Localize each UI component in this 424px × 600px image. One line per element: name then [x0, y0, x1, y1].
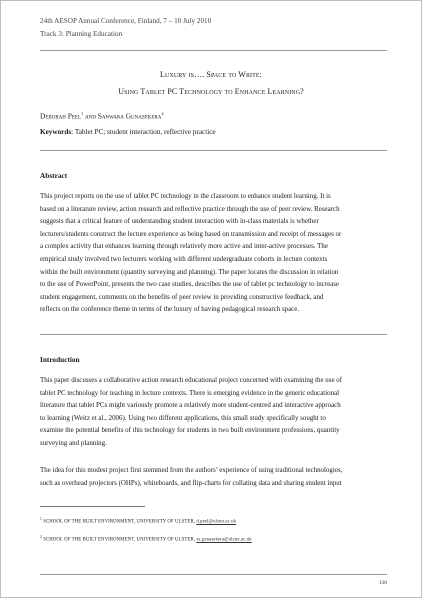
abstract-line: based on a literature review, action research and reflective practice through the use of peer review. Research [40, 204, 340, 213]
keywords-divider [40, 150, 387, 151]
abstract-line: student engagement, comments on the benefits of peer review in providing constructive feedback, and [40, 292, 324, 301]
author-1: Deborah Peel [40, 111, 82, 121]
introduction-p1-line: examine the potential benefits of this technology for students in two built environment professions, quantity [40, 426, 340, 435]
abstract-line: suggests that a critical feature of understanding student interaction with in-class materials is whether [40, 217, 319, 226]
introduction-p1-line: to learning (Weitz et al., 2006). Using two different applications, this small study specifically sought to [40, 413, 326, 422]
abstract-heading: Abstract [40, 171, 68, 180]
author-2: Sanwara Gunasekera [97, 111, 162, 121]
abstract-line: This project reports on the use of tablet PC technology in the classroom to enhance student learning. It is [40, 192, 331, 200]
keywords-text: : Tablet PC; student interaction, reflective practice [71, 128, 216, 136]
running-head [40, 15, 211, 40]
footer-divider [40, 574, 387, 575]
introduction-p2-line: The idea for this modest project first stemmed from the authors’ experience of using traditional technologies, [40, 466, 343, 474]
title-line-1: Luxury is…. Space to Write: [159, 70, 262, 79]
abstract-body [40, 190, 390, 316]
abstract-line: reflects on the conference theme in terms of the luxury of having pedagogical research space. [40, 305, 300, 314]
footnote-1-text: SCHOOL OF THE BUILT ENVIRONMENT, UNIVERSITY OF ULSTER, [43, 519, 197, 525]
author-joiner: and [83, 111, 98, 121]
author-line [40, 108, 164, 122]
abstract-line: to the use of PowerPoint, presents the two case studies, describes the use of tablet pc technology to increase [40, 280, 340, 289]
introduction-p1-line: This paper discusses a collaborative action research educational project concerned with examining the use of [40, 376, 343, 384]
introduction-paragraph-2 [40, 464, 390, 489]
keywords-label: Keywords [40, 128, 72, 136]
introduction-p1-line: tablet PC technology for teaching in lecture contexts. There is emerging evidence in the generic educational [40, 388, 340, 397]
footnote-divider [40, 506, 145, 507]
footnote-2 [40, 534, 252, 544]
abstract-line: lecturers/students construct the lecture experience as being based on transmission and receipt of messages or [40, 229, 342, 238]
footnote-1-email[interactable]: d.peel@ulster.ac.uk [196, 519, 237, 525]
abstract-line: empirical study involved two lecturers working with different undergraduate cohorts in lecture contexts [40, 254, 328, 263]
footnote-2-email[interactable]: ss.gunasekera@ulster.ac.uk [196, 537, 252, 543]
conference-line: 24th AESOP Annual Conference, Finland, 7 – 10 July 2010 [40, 17, 212, 25]
introduction-p1-line: surveying and planning. [40, 438, 107, 447]
title-line-2: Using Tablet PC Technology to Enhance Learning? [118, 87, 304, 96]
footnote-2-mark: 2 [40, 535, 42, 539]
author-2-footnote-mark: 2 [161, 111, 164, 116]
footnote-1-mark: 1 [40, 517, 42, 521]
footnote-2-text: SCHOOL OF THE BUILT ENVIRONMENT, UNIVERSITY OF ULSTER, [43, 537, 197, 543]
introduction-p1-line: literature that tablet PCs might variously promote a relatively more student-centred and interactive approach [40, 401, 341, 410]
track-line: Track 3: Planning Education [40, 29, 123, 38]
introduction-p2-line: such as overhead projectors (OHPs), whiteboards, and flip-charts for collating data and sharing student input [40, 478, 342, 487]
footnote-1 [40, 516, 236, 526]
author-1-footnote-mark: 1 [81, 111, 84, 116]
introduction-paragraph-1 [40, 374, 390, 450]
paper-title [1, 66, 421, 100]
abstract-line: a complex activity that enhances learning through relatively more active and inter-active processes. The [40, 242, 328, 251]
abstract-divider [40, 334, 387, 335]
abstract-line: within the built environment (quantity surveying and planning). The paper locates the discussion in relation [40, 267, 339, 276]
keywords [40, 126, 216, 138]
introduction-heading: Introduction [40, 355, 80, 364]
page-number: 138 [378, 580, 387, 586]
header-divider [40, 50, 387, 51]
